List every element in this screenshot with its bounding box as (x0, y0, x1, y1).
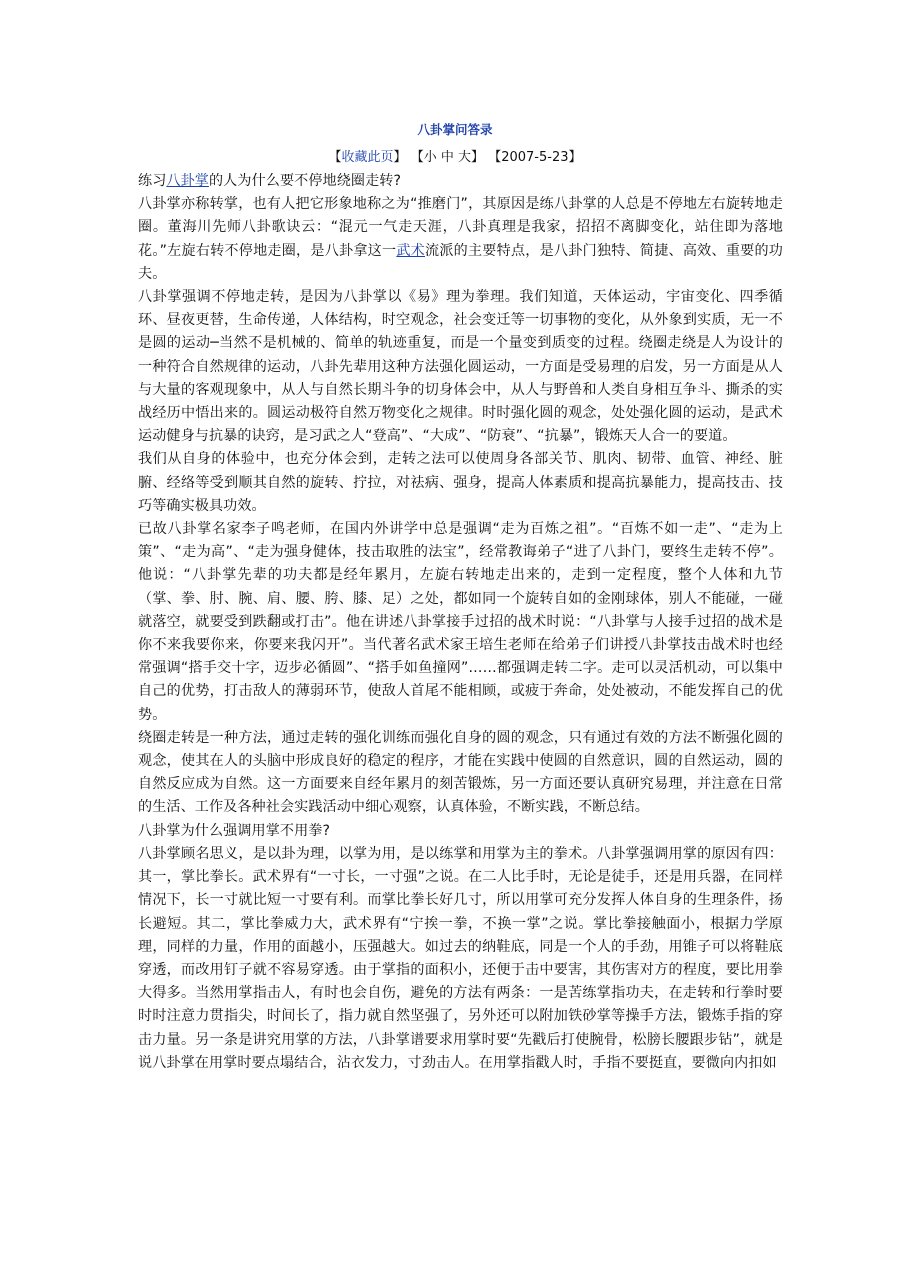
paragraph-4: 已故八卦掌名家李子鸣老师，在国内外讲学中总是强调“走为百炼之祖”。“百炼不如一走”、“走为上策”、“走为高”、“走为强身健体，技击取胜的法宝”，经常教诲弟子“进了八卦门，要终生走转不停”。他说：“八卦掌先辈的功夫都是经年累月，左旋右转地走出来的，走到一定程度，整个人体和九节（掌、拳、肘、腕、肩、腰、胯、膝、足）之处，都如同一个旋转自如的金刚球体，别人不能碰，一碰就落空，就要受到跌翻或打击”。他在讲述八卦掌接手过招的战术时说：“八卦掌与人接手过招的战术是你不来我要你来，你要来我闪开”。当代著名武术家王培生老师在给弟子们讲授八卦掌技击战术时也经常强调“搭手交十字，迈步必循圆”、“搭手如鱼撞网”……都强调走转二字。走可以灵活机动，可以集中自己的优势，打击敌人的薄弱环节，使敌人首尾不能相顾，或疲于奔命，处处被动，不能发挥自己的优势。 (138, 521, 783, 723)
paragraph-2: 八卦掌强调不停地走转，是因为八卦掌以《易》理为拳理。我们知道，天体运动，宇宙变化、四季循环、昼夜更替，生命传递，人体结构，时空观念，社会变迁等一切事物的变化，从外象到实质，无一不是圆的运动─当然不是机械的、简单的轨迹重复，而是一个量变到质变的过程。绕圈走绕是人为设计的一种符合自然规律的运动，八卦先辈用这种方法强化圆运动，一方面是受易理的启发，另一方面是从人与大量的客观现象中，从人与自然长期斗争的切身体会中，从人与野兽和人类自身相互争斗、撕杀的实战经历中悟出来的。圆运动极符自然万物变化之规律。时时强化圆的观念，处处强化圆的运动，是武术运动健身与抗暴的诀窍，是习武之人“登高”、“大成”、“防衰”、“抗暴”，锻炼天人合一的要道。 (138, 289, 783, 445)
wushu-link[interactable]: 武术 (396, 242, 425, 259)
paragraph-5: 绕圈走转是一种方法，通过走转的强化训练而强化自身的圆的观念，只有通过有效的方法不断强化圆的观念，使其在人的头脑中形成良好的稳定的程序，才能在实践中使圆的自然意识，圆的自然运动，圆的自然反应成为自然。这一方面要来自经年累月的刻苦锻炼，另一方面还要认真研究易理，并注意在日常的生活、工作及各种社会实践活动中细心观察，认真体验，不断实践，不断总结。 (138, 729, 783, 816)
font-size-small-link[interactable]: 小 (423, 150, 437, 165)
font-size-large-link[interactable]: 大 (458, 150, 472, 165)
paragraph-1-before: 八卦掌亦称转掌，也有人把它形象地称之为“推磨门”，其原因是练八卦掌的人总是不停地左右旋转地走圈。董海川先师八卦歌诀云：“混元一气走天涯，八卦真理是我家，招招不离脚变化，站住即为落地花。”左旋右转不停地走圈，是八卦拿这一 (138, 196, 783, 259)
bookmark-link[interactable]: 收藏此页 (341, 150, 394, 165)
bracket-open: 【 (328, 150, 342, 165)
meta-line (0, 146, 910, 165)
question-2: 八卦掌为什么强调用掌不用拳? (138, 822, 331, 839)
bracket-open: 【 (410, 150, 424, 165)
page-title: 八卦掌问答录 (417, 122, 493, 137)
question-1-after: 的人为什么要不停地绕圈走转? (208, 173, 402, 189)
baguazhang-link[interactable]: 八卦掌 (166, 173, 209, 189)
article-body (138, 170, 783, 1075)
bracket-close: 】 (393, 150, 407, 165)
paragraph-3: 我们从自身的体验中，也充分体会到，走转之法可以使周身各部关节、肌肉、韧带、血管、神经、脏腑、经络等受到顺其自然的旋转、拧拉，对祛病、强身，提高人体素质和提高抗暴能力，提高技击、技巧等确实极具功效。 (138, 451, 783, 514)
paragraph-6: 八卦掌顾名思义，是以卦为理，以掌为用，是以练掌和用掌为主的拳术。八卦掌强调用掌的原因有四：其一，掌比拳长。武术界有“一寸长，一寸强”之说。在二人比手时，无论是徒手，还是用兵器，在同样情况下，长一寸就比短一寸要有利。而掌比拳长好几寸，所以用掌可充分发挥人体自身的生理条件，扬长避短。其二，掌比拳威力大，武术界有“宁挨一拳，不换一掌”之说。掌比拳接触面小，根据力学原理，同样的力量，作用的面越小，压强越大。如过去的纳鞋底，同是一个人的手劲，用锥子可以将鞋底穿透，而改用钉子就不容易穿透。由于掌指的面积小，还便于击中要害，其伤害对方的程度，要比用拳大得多。当然用掌指击人，有时也会自伤，避免的方法有两条：一是苦练掌指功夫，在走转和行拳时要时时注意力贯指尖，时间长了，指力就自然坚强了，另外还可以附加铁砂掌等操手方法，锻炼手指的穿击力量。另一条是讲究用掌的方法，八卦掌谱要求用掌时要“先戳后打使腕骨，松膀长腰跟步钻”，就是说八卦掌在用掌时要点塌结合，沾衣发力，寸劲击人。在用掌指戳人时，手指不要挺直，要微向内扣如 (138, 845, 783, 1071)
question-1 (138, 170, 783, 193)
bracket-close: 】 (471, 150, 485, 165)
question-1-before: 练习 (138, 173, 167, 189)
font-size-medium-link[interactable]: 中 (440, 150, 454, 165)
paragraph-1-after: 流派的主要特点，是八卦门独特、简捷、高效、重要的功夫。 (138, 242, 783, 282)
publish-date: 【2007-5-23】 (488, 150, 582, 165)
paragraph-1 (138, 193, 783, 286)
